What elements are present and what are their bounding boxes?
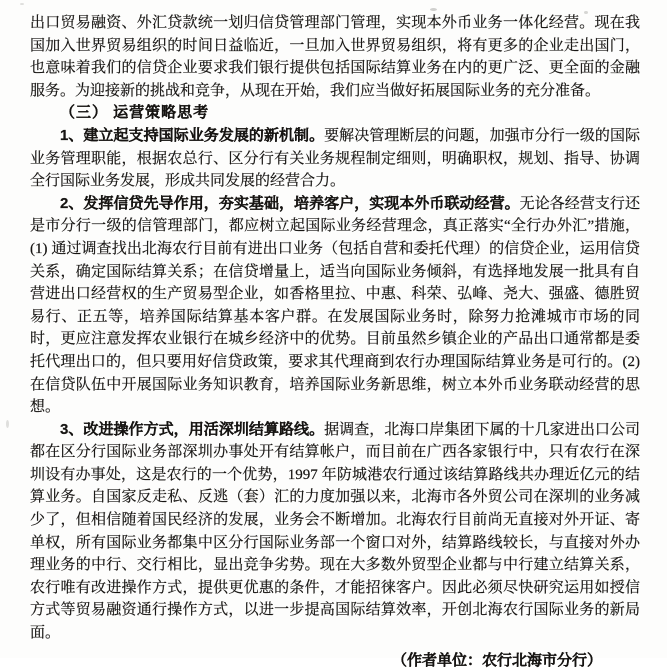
point-paragraph-2	[30, 193, 640, 419]
author-note: （作者单位：农行北海市分行）	[391, 651, 602, 669]
scan-speck	[430, 8, 437, 11]
intro-paragraph: 出口贸易融资、外汇贷款统一划归信贷管理部门管理，实现本外币业务一体化经营。现在我国加入世界贸易组织的时间日益临近，一旦加入世界贸易组织，将有更多的企业走出国门，也意味着我们的信贷企业要求我们银行提供包括国际结算业务在内的更广泛、更全面的金融服务。为迎接新的挑战和竞争，从现在开始，我们应当做好拓展国际业务的充分准备。	[30, 15, 640, 99]
section-heading: （三） 运营策略思考	[60, 104, 210, 122]
point-1-lead: 1、建立起支持国际业务发展的新机制。	[60, 126, 325, 144]
point-paragraph-1	[30, 125, 640, 193]
scan-speck	[584, 11, 588, 14]
scan-speck	[6, 420, 9, 428]
point-3-body: 据调查，北海口岸集团下属的十几家进出口公司都在区分行国际业务部深圳办事处开有结算帐户，而目前在广西各家银行中，只有农行在深圳设有办事处，这是农行的一个优势，1997 年防城港农行通过该结算路线共办理近亿元的结算业务。自国家反走私、反逃（套）汇的力度加强以来，北海市各外贸公司在深圳的业务减少了，但相信随着国民经济的发展，业务会不断增加。北海农行目前尚无直接对外开证、寄单权，所有国际业务都集中区分行国际业务部一个窗口对外，结算路线较长，与直接对外办理业务的中行、交行相比，显出竞争劣势。现在大多数外贸型企业都与中行建立结算关系，农行唯有改进操作方式，提供更优惠的条件，才能招徕客户。因此必须尽快研究运用如授信方式等贸易融资通行操作方式，以进一步提高国际结算效率，开创北海农行国际业务的新局面。	[30, 421, 640, 642]
scan-speck	[20, 3, 24, 5]
point-paragraph-3	[30, 419, 640, 645]
point-1-body: 要解决管理断层的问题，加强市分行一级的国际业务管理职能，根据农总行、区分行有关业务规程制定细则，明确职权，规划、指导、协调全行国际业务发展，形成共同发展的经营合力。	[30, 127, 640, 190]
point-3-lead: 3、改进操作方式，用活深圳结算路线。	[60, 420, 325, 438]
point-2-body: 无论各经营支行还是市分行一级的信管理部门，都应树立起国际业务经营理念，真正落实“全行办外汇”措施，(1) 通过调查找出北海农行目前有进出口业务（包括自营和委托代理）的信贷企业，运用信贷关系，确定国际结算关系；在信贷增量上，适当向国际业务倾斜，有选择地发展一批具有自营进出口经营权的生产贸易型企业，如香格里拉、中惠、科荣、弘峰、尧大、强盛、德胜贸易行、正五等，培养国际结算基本客户群。在发展国际业务时，除努力抢滩城市市场的同时，更应注意发挥农业银行在城乡经济中的优势。目前虽然乡镇企业的产品出口通常都是委托代理出口的，但只要用好信贷政策，要求其代理商到农行办理国际结算业务是可行的。(2) 在信贷队伍中开展国际业务知识教育，培养国际业务新思维，树立本外币业务联动经营的思想。	[30, 195, 640, 416]
point-2-lead: 2、发挥信贷先导作用，夯实基础，培养客户，实现本外币联动经营。	[60, 194, 520, 212]
